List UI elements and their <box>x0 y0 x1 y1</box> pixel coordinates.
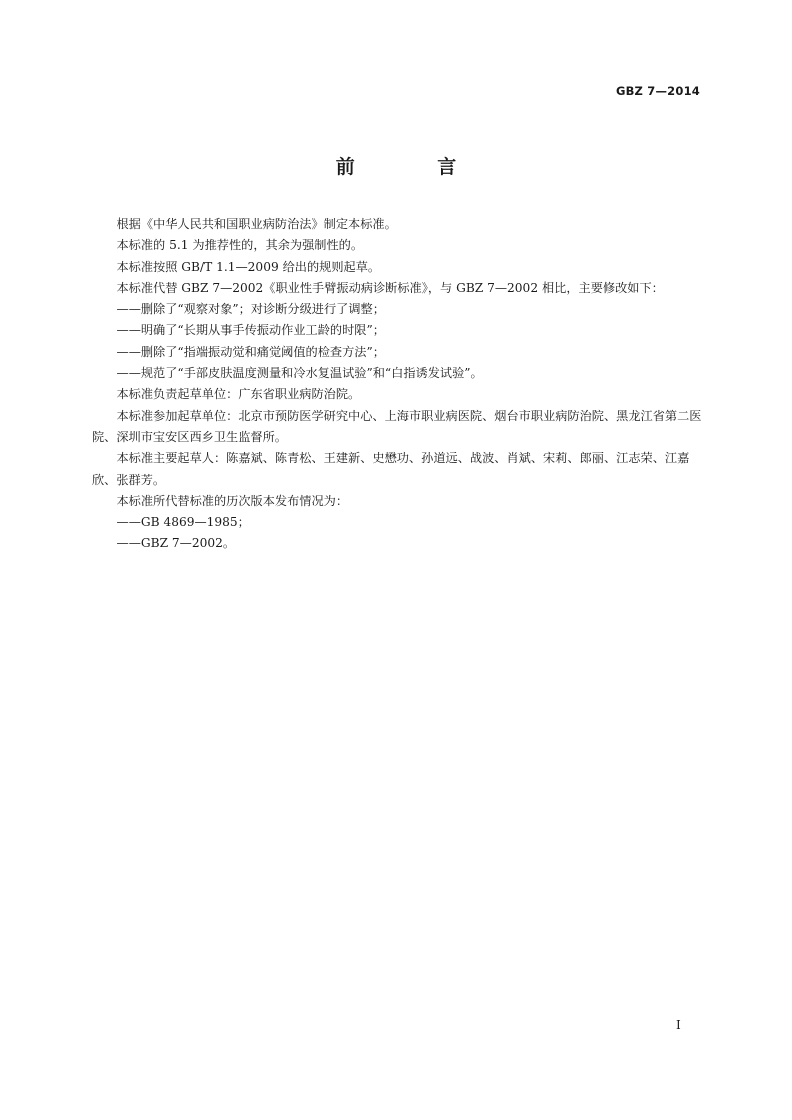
paragraph: 本标准参加起草单位：北京市预防医学研究中心、上海市职业病医院、烟台市职业病防治院、黑龙江省第二医院、深圳市宝安区西乡卫生监督所。 <box>92 408 702 444</box>
page-number: I <box>676 1018 681 1032</box>
paragraph: 本标准主要起草人：陈嘉斌、陈青松、王建新、史懋功、孙道远、战波、肖斌、宋莉、郎丽、江志荣、江嘉欣、张群芳。 <box>92 451 690 487</box>
list-item: ——GB 4869—1985； <box>116 515 250 530</box>
standard-code: GBZ 7—2014 <box>615 84 700 98</box>
paragraph: 本标准所代替标准的历次版本发布情况为： <box>116 493 349 508</box>
foreword-body <box>92 214 704 555</box>
page-title: 前 言 <box>335 156 495 178</box>
list-item: ——规范了“手部皮肤温度测量和冷水复温试验”和“白指诱发试验”。 <box>116 366 483 381</box>
list-item: ——明确了“长期从事手传振动作业工龄的时限”； <box>116 323 385 338</box>
list-item: ——删除了“指端振动觉和痛觉阈值的检查方法”； <box>116 344 385 359</box>
list-item: ——GBZ 7—2002。 <box>116 536 236 551</box>
paragraph: 本标准代替 GBZ 7—2002《职业性手臂振动病诊断标准》，与 GBZ 7—2002 相比，主要修改如下： <box>116 280 664 295</box>
paragraph: 本标准负责起草单位：广东省职业病防治院。 <box>116 387 361 402</box>
paragraph: 本标准的 5.1 为推荐性的，其余为强制性的。 <box>116 238 364 253</box>
paragraph: 本标准按照 GB/T 1.1—2009 给出的规则起草。 <box>116 259 381 274</box>
paragraph: 根据《中华人民共和国职业病防治法》制定本标准。 <box>116 217 397 231</box>
list-item: ——删除了“观察对象”；对诊断分级进行了调整； <box>116 302 385 317</box>
